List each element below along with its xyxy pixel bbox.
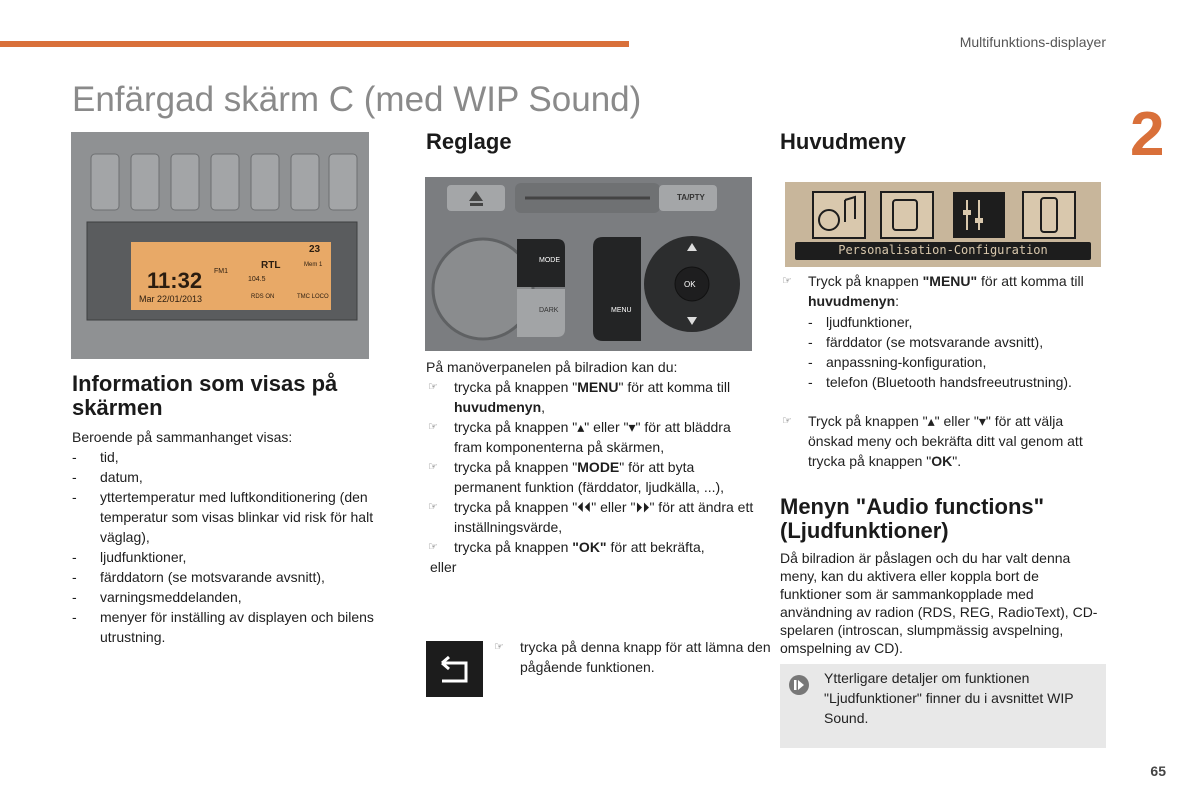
list-item: - färddator (se motsvarande avsnitt), [808, 332, 1108, 352]
info-list [72, 447, 402, 647]
audio-body: Då bilradion är påslagen och du har valt denna meny, kan du aktivera eller koppla bort de funktioner som är sammankopplade med användning av radion (RDS, REG, RadioText), CD-spelaren (introscan, slumpmässig avspelning, omspelning av CD). [780, 550, 1098, 656]
chapter-number: 2 [1130, 100, 1165, 169]
page-title: Enfärgad skärm C (med WIP Sound) [72, 80, 642, 119]
list-item: ☞ trycka på knappen "▴" eller "▾" för att bläddra fram komponenterna på skärmen, [428, 419, 731, 455]
back-arrow-icon [426, 641, 483, 697]
info-note [780, 664, 1106, 748]
display-preset: Mem 1 [304, 262, 323, 268]
controls-intro: På manöverpanelen på bilradion kan du: [426, 359, 678, 375]
list-item: - yttertemperatur med luftkonditionering (den temperatur som visas blinkar vid risk för halt väglag), [72, 487, 402, 547]
display-traffic: TMC LOCO [297, 294, 329, 300]
list-item: - ljudfunktioner, [72, 547, 402, 567]
pointer-icon: ☞ [428, 381, 438, 393]
page-number: 65 [1150, 763, 1166, 779]
pointer-icon: ☞ [428, 421, 438, 433]
main-menu-heading: Huvudmeny [780, 129, 906, 154]
dashboard-illustration [71, 132, 369, 359]
info-intro: Beroende på sammanhanget visas: [72, 429, 293, 445]
list-item: - varningsmeddelanden, [72, 587, 402, 607]
display-station: RTL [261, 260, 281, 271]
menu-label: MENU [611, 307, 632, 314]
pointer-icon: ☞ [428, 501, 438, 513]
display-rds: RDS ON [251, 294, 275, 300]
header-accent-bar [0, 41, 629, 47]
info-heading: Information som visas på skärmen [72, 371, 338, 420]
list-item: - färddatorn (se motsvarande avsnitt), [72, 567, 402, 587]
list-item: - ljudfunktioner, [808, 312, 1108, 332]
audio-heading: Menyn "Audio functions" (Ljudfunktioner) [780, 494, 1045, 543]
ta-pty-label: TA/PTY [677, 193, 705, 202]
or-text: eller [430, 559, 457, 575]
menu-banner: Personalisation-Configuration [838, 243, 1048, 257]
list-item: - anpassning-konfiguration, [808, 352, 1108, 372]
display-temperature: 23 [309, 244, 321, 255]
pointer-icon: ☞ [782, 415, 792, 427]
radio-panel-illustration [425, 177, 752, 351]
pointer-icon: ☞ [428, 461, 438, 473]
display-photo [71, 132, 369, 359]
dark-label: DARK [539, 307, 559, 314]
controls-list [426, 377, 756, 557]
info-note-text: Ytterligare detaljer om funktionen "Ljudfunktioner" finner du i avsnittet WIP Sound. [824, 670, 1074, 726]
list-item: ☞ trycka på knappen "MODE" för att byta permanent funktion (färddator, ljudkälla, ...), [428, 459, 725, 495]
list-item: - menyer för inställing av displayen och bilens utrustning. [72, 607, 402, 647]
display-date: Mar 22/01/2013 [139, 294, 203, 304]
controls-heading: Reglage [426, 129, 512, 154]
ok-label: OK [684, 280, 696, 289]
menu-screen-photo [785, 182, 1101, 267]
back-note: ☞ trycka på denna knapp för att lämna den pågående funktionen. [494, 639, 771, 675]
pointer-icon: ☞ [494, 641, 504, 653]
list-item: ☞ trycka på knappen "OK" för att bekräfta, [428, 539, 705, 555]
main-menu-tip: ☞ Tryck på knappen "MENU" för att komma till huvudmenyn: [782, 273, 1084, 309]
list-item: - telefon (Bluetooth handsfreeutrustning). [808, 372, 1108, 392]
section-name: Multifunktions-displayer [959, 34, 1106, 50]
select-tip: ☞ Tryck på knappen "▴" eller "▾" för att välja önskad meny och bekräfta ditt val genom att trycka på knappen "OK". [782, 413, 1083, 469]
display-time: 11:32 [147, 268, 203, 293]
controls-photo [425, 177, 752, 351]
display-band: FM1 [214, 268, 228, 275]
pointer-icon: ☞ [428, 541, 438, 553]
pointer-icon: ☞ [782, 275, 792, 287]
info-arrow-icon [788, 674, 810, 696]
list-item: - datum, [72, 467, 402, 487]
list-item: ☞ trycka på knappen "MENU" för att komma till huvudmenyn, [428, 379, 731, 415]
list-item: ☞ trycka på knappen "⏴⏴" eller "⏵⏵" för att ändra ett inställningsvärde, [428, 499, 754, 535]
display-frequency: 104.5 [248, 276, 266, 283]
list-item: - tid, [72, 447, 402, 467]
main-menu-list [808, 312, 1108, 392]
mode-label: MODE [539, 257, 560, 264]
back-button-illustration [426, 641, 483, 697]
